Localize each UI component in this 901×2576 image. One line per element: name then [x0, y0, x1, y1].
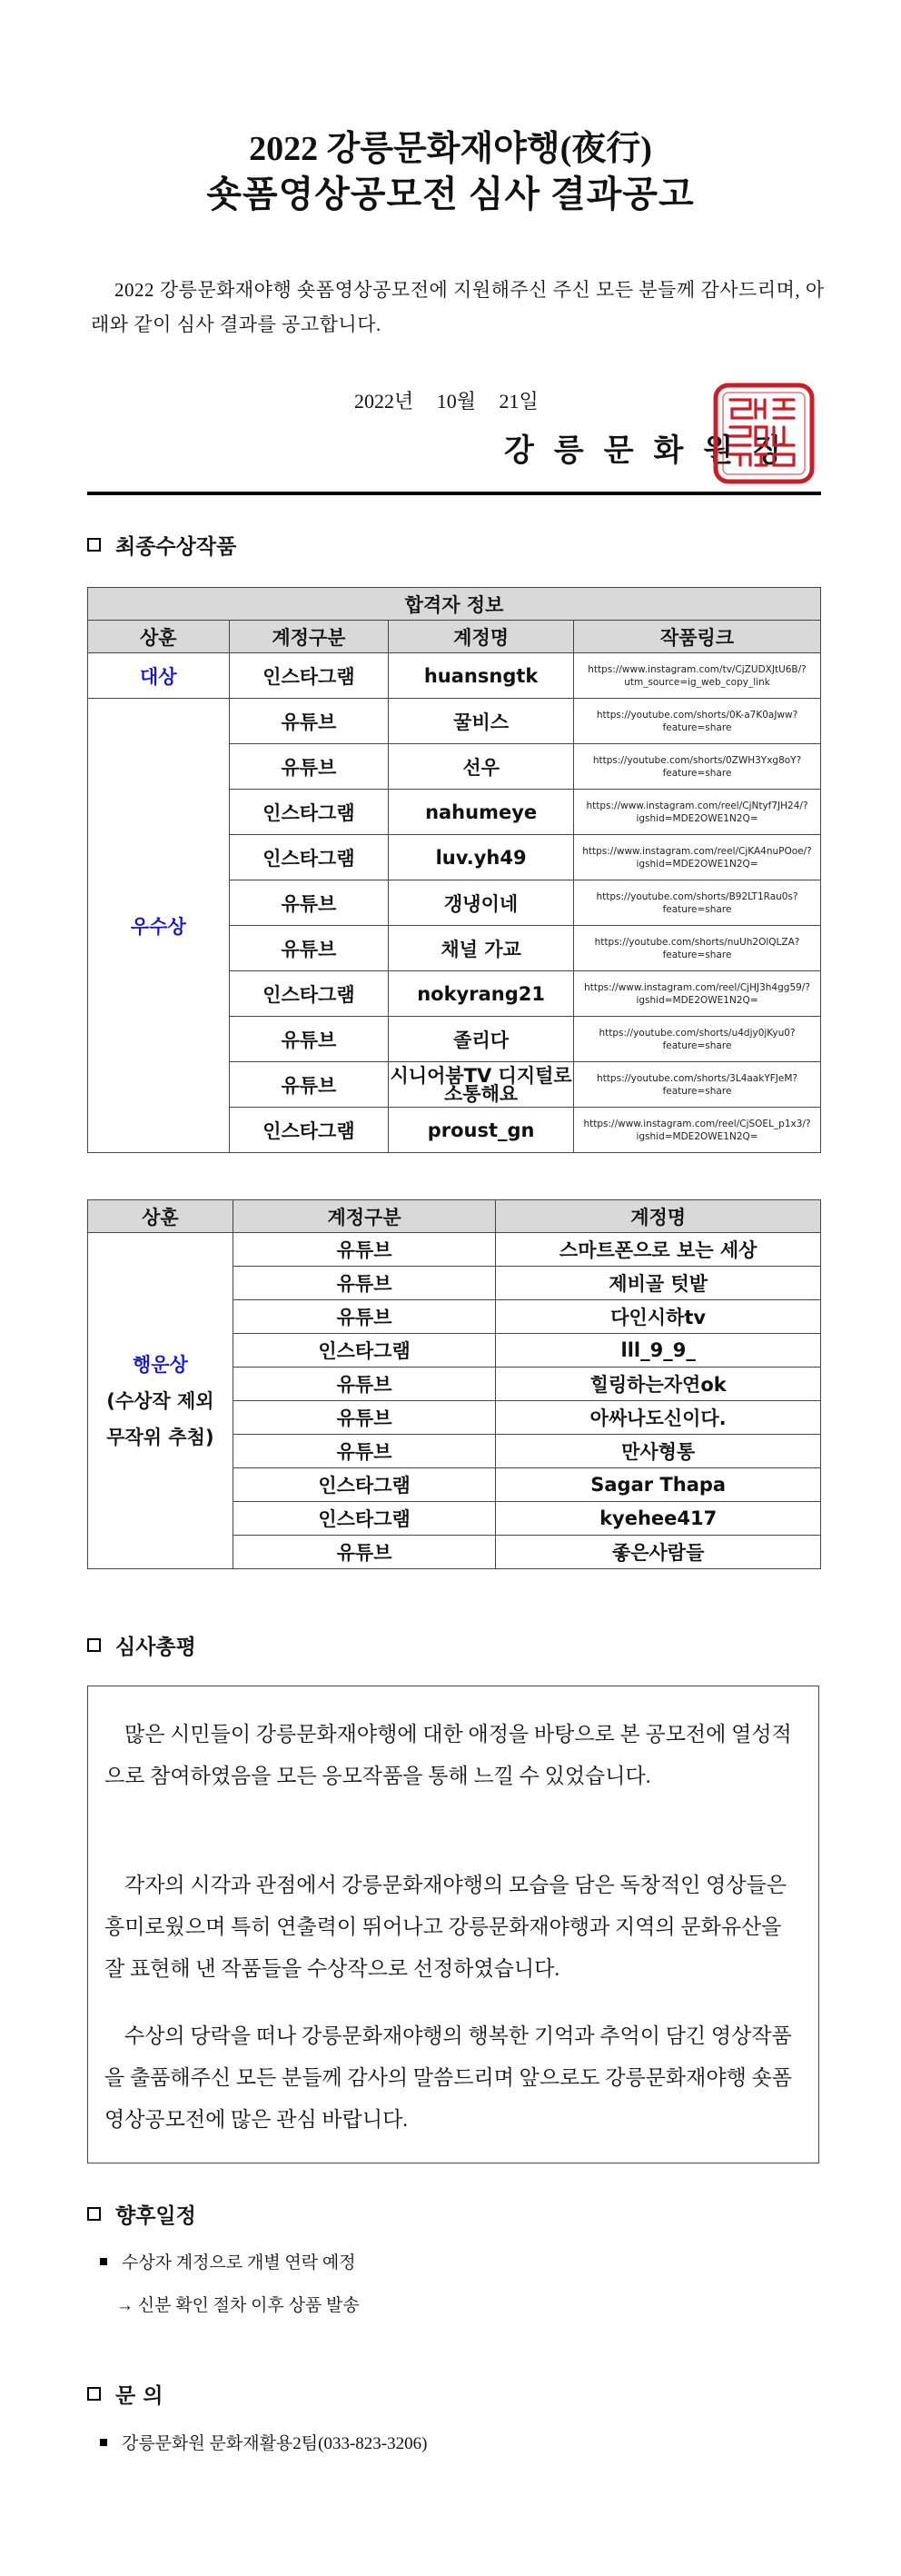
account-cell: 제비골 텃밭 — [496, 1267, 821, 1300]
account-cell: kyehee417 — [496, 1502, 821, 1536]
work-link[interactable]: https://www.instagram.com/reel/CjHJ3h4gg59/?igshid=MDE2OWE1N2Q= — [574, 971, 821, 1017]
section-title: 심사총평 — [115, 1636, 196, 1659]
column-header: 작품링크 — [574, 621, 821, 653]
table-caption: 합격자 정보 — [88, 588, 821, 621]
account-cell: Sagar Thapa — [496, 1468, 821, 1502]
work-link[interactable]: https://youtube.com/shorts/3L4aakYFJeM?feature=share — [574, 1062, 821, 1108]
account-cell: luv.yh49 — [389, 835, 574, 880]
platform-cell: 인스타그램 — [229, 653, 389, 699]
title-line-1: 2022 강릉문화재야행(夜行) — [249, 130, 652, 168]
account-cell: lll_9_9_ — [496, 1334, 821, 1368]
award-excellence: 우수상 — [88, 699, 230, 1153]
platform-cell: 유튜브 — [233, 1368, 496, 1401]
account-cell: 채널 가교 — [389, 926, 574, 971]
checkbox-square-icon — [87, 1638, 101, 1652]
work-link[interactable]: https://www.instagram.com/reel/CjNtyf7JH24/?igshid=MDE2OWE1N2Q= — [574, 790, 821, 835]
review-paragraph-1: 많은 시민들이 강릉문화재야행에 대한 애정을 바탕으로 본 공모전에 열성적으로 참여하였음을 모든 응모작품을 통해 느낄 수 있었습니다. — [104, 1723, 792, 1787]
platform-cell: 유튜브 — [233, 1401, 496, 1435]
work-link[interactable]: https://www.instagram.com/reel/CjKA4nuPOoe/?igshid=MDE2OWE1N2Q= — [574, 835, 821, 880]
column-header: 계정구분 — [233, 1200, 496, 1233]
review-paragraph-2: 각자의 시각과 관점에서 강릉문화재야행의 모습을 담은 독창적인 영상들은 흥미로웠으며 특히 연출력이 뛰어나고 강릉문화재야행과 지역의 문화유산을 잘 표현해 낸 작품들을 수상작으로 선정하였습니다. — [104, 1874, 787, 1980]
checkbox-square-icon — [87, 2207, 101, 2221]
header-divider — [87, 492, 821, 495]
column-header: 계정구분 — [229, 621, 389, 653]
account-cell: 아싸나도신이다. — [496, 1401, 821, 1435]
account-cell: 꿀비스 — [389, 699, 574, 744]
title-line-2: 숏폼영상공모전 심사 결과공고 — [206, 174, 695, 214]
section-title: 최종수상작품 — [115, 535, 237, 559]
organization-name: 강릉문화원장 — [504, 433, 804, 469]
platform-cell: 인스타그램 — [229, 971, 389, 1017]
platform-cell: 유튜브 — [233, 1536, 496, 1569]
award-lucky-title: 행운상 — [132, 1353, 188, 1376]
work-link[interactable]: https://youtube.com/shorts/0ZWH3Yxg8oY?feature=share — [574, 744, 821, 790]
platform-cell: 인스타그램 — [233, 1502, 496, 1536]
platform-cell: 인스타그램 — [229, 790, 389, 835]
bullet-square-icon — [100, 2258, 107, 2265]
section-contact — [87, 2379, 163, 2409]
work-link[interactable]: https://youtube.com/shorts/nuUh2OlQLZA?feature=share — [574, 926, 821, 971]
platform-cell: 유튜브 — [229, 744, 389, 790]
platform-cell: 유튜브 — [229, 926, 389, 971]
account-cell: 졸리다 — [389, 1017, 574, 1062]
table-row — [88, 1233, 821, 1267]
section-schedule — [87, 2199, 196, 2229]
contact-item — [100, 2430, 427, 2454]
platform-cell: 유튜브 — [233, 1435, 496, 1468]
platform-cell: 유튜브 — [229, 1062, 389, 1108]
account-cell: nokyrang21 — [389, 971, 574, 1017]
account-cell: 만사형통 — [496, 1435, 821, 1468]
account-cell: 시니어붐TV 디지털로소통해요 — [389, 1062, 574, 1108]
schedule-item-text: 수상자 계정으로 개별 연락 예정 — [122, 2253, 356, 2273]
platform-cell: 유튜브 — [229, 1017, 389, 1062]
lucky-draw-table — [87, 1199, 821, 1569]
section-title: 문 의 — [115, 2384, 163, 2408]
review-box — [87, 1686, 819, 2163]
platform-cell: 인스타그램 — [229, 1108, 389, 1153]
account-cell: 좋은사람들 — [496, 1536, 821, 1569]
announcement-date: 2022년 10월 21일 — [354, 390, 539, 413]
account-cell: 갱냉이네 — [389, 880, 574, 926]
work-link[interactable]: https://youtube.com/shorts/B92LT1Rau0s?feature=share — [574, 880, 821, 926]
bullet-square-icon — [100, 2439, 107, 2446]
section-final-works — [87, 530, 236, 560]
intro-paragraph: 2022 강릉문화재야행 숏폼영상공모전에 지원해주신 주신 모든 분들께 감사드리며, 아래와 같이 심사 결과를 공고합니다. — [91, 279, 825, 335]
work-link[interactable]: https://www.instagram.com/reel/CjSOEL_p1x3/?igshid=MDE2OWE1N2Q= — [574, 1108, 821, 1153]
platform-cell: 인스타그램 — [233, 1468, 496, 1502]
official-seal-icon — [710, 380, 817, 487]
platform-cell: 유튜브 — [229, 880, 389, 926]
platform-cell: 인스타그램 — [233, 1334, 496, 1368]
table-row — [88, 653, 821, 699]
account-cell: 힐링하는자연ok — [496, 1368, 821, 1401]
award-lucky — [88, 1233, 233, 1569]
section-review — [87, 1630, 196, 1660]
account-cell: 선우 — [389, 744, 574, 790]
column-header: 상훈 — [88, 1200, 233, 1233]
work-link[interactable]: https://youtube.com/shorts/0K-a7K0aJww?feature=share — [574, 699, 821, 744]
platform-cell: 유튜브 — [233, 1233, 496, 1267]
account-cell: huansngtk — [389, 653, 574, 699]
contact-item-text: 강릉문화원 문화재활용2팀(033-823-3206) — [122, 2434, 428, 2453]
account-cell: 다인시하tv — [496, 1300, 821, 1334]
platform-cell: 유튜브 — [233, 1300, 496, 1334]
work-link[interactable]: https://youtube.com/shorts/u4djy0jKyu0?feature=share — [574, 1017, 821, 1062]
winners-table — [87, 587, 821, 1153]
schedule-item — [100, 2249, 356, 2273]
award-lucky-note-1: (수상작 제외 — [106, 1389, 214, 1412]
schedule-sub-item: → 신분 확인 절차 이후 상품 발송 — [116, 2296, 360, 2315]
account-cell: 스마트폰으로 보는 세상 — [496, 1233, 821, 1267]
table-row — [88, 699, 821, 744]
review-paragraph-3: 수상의 당락을 떠나 강릉문화재야행의 행복한 기억과 추억이 담긴 영상작품을 출품해주신 모든 분들께 감사의 말씀드리며 앞으로도 강릉문화재야행 숏폼영상공모전에 많은 관심 바랍니다. — [104, 2024, 792, 2131]
work-link[interactable]: https://www.instagram.com/tv/CjZUDXJtU6B/?utm_source=ig_web_copy_link — [574, 653, 821, 699]
section-title: 향후일정 — [115, 2204, 196, 2228]
checkbox-square-icon — [87, 538, 101, 552]
award-lucky-note-2: 무작위 추첨) — [106, 1426, 214, 1448]
award-grand: 대상 — [88, 653, 230, 699]
column-header: 계정명 — [389, 621, 574, 653]
platform-cell: 유튜브 — [229, 699, 389, 744]
account-cell: nahumeye — [389, 790, 574, 835]
platform-cell: 인스타그램 — [229, 835, 389, 880]
checkbox-square-icon — [87, 2387, 101, 2401]
account-cell: proust_gn — [389, 1108, 574, 1153]
platform-cell: 유튜브 — [233, 1267, 496, 1300]
column-header: 계정명 — [496, 1200, 821, 1233]
column-header: 상훈 — [88, 621, 230, 653]
